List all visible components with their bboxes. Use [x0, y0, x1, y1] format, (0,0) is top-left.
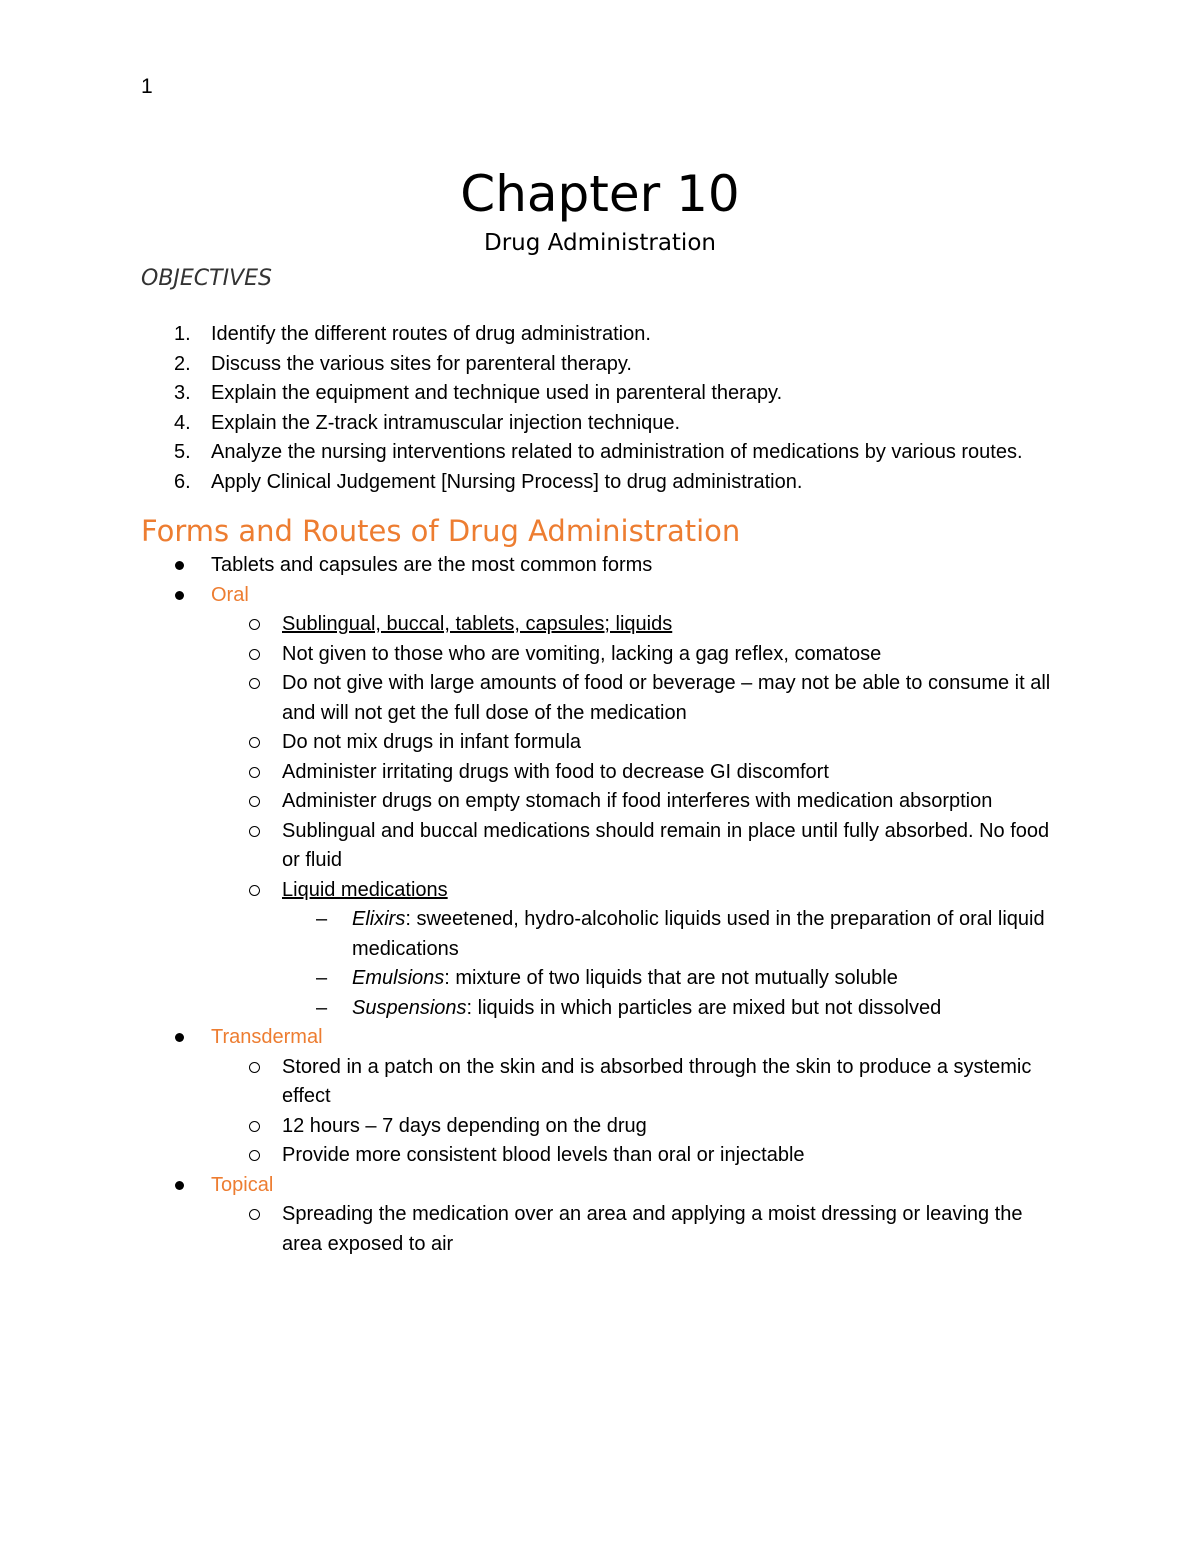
objectives-heading: OBJECTIVES	[141, 266, 273, 291]
circle-bullet-icon	[249, 737, 260, 748]
objective-text: Analyze the nursing interventions related to administration of medications by various routes.	[211, 441, 1023, 463]
list-item-text: Not given to those who are vomiting, lacking a gag reflex, comatose	[282, 642, 882, 665]
list-item	[211, 610, 1061, 640]
chapter-subtitle: Drug Administration	[484, 230, 716, 256]
term: Suspensions	[352, 996, 467, 1019]
objective-number: 4.	[174, 411, 191, 434]
page-number: 1	[141, 75, 153, 98]
route-oral	[141, 581, 1061, 1024]
objectives-list	[141, 320, 1061, 497]
dash-bullet-icon: –	[316, 967, 328, 989]
list-item-text: Sublingual, buccal, tablets, capsules; liquids	[282, 613, 673, 635]
definition: : liquids in which particles are mixed but not dissolved	[466, 996, 942, 1019]
objective-text: Explain the Z-track intramuscular injection technique.	[211, 411, 681, 434]
list-item	[282, 905, 1061, 964]
bullet-icon	[175, 1033, 184, 1042]
dash-bullet-icon: –	[316, 908, 328, 930]
list-item-text: Administer drugs on empty stomach if food interferes with medication absorption	[282, 790, 993, 812]
route-label-topical: Topical	[211, 1173, 274, 1196]
objective-number: 3.	[174, 382, 191, 404]
chapter-title: Chapter 10	[460, 165, 740, 223]
term: Elixirs	[352, 908, 406, 930]
objective-text: Explain the equipment and technique used in parenteral therapy.	[211, 382, 783, 404]
route-topical	[141, 1171, 1061, 1260]
term: Emulsions	[352, 967, 445, 989]
circle-bullet-icon	[249, 649, 260, 660]
objective-item	[141, 350, 1061, 380]
objective-item	[141, 379, 1061, 409]
list-item	[211, 1141, 1061, 1171]
list-item	[211, 758, 1061, 788]
list-item	[211, 876, 1061, 1024]
list-item-text: Do not mix drugs in infant formula	[282, 731, 582, 753]
list-item	[211, 817, 1061, 876]
route-transdermal	[141, 1023, 1061, 1171]
dash-bullet-icon: –	[316, 996, 328, 1019]
circle-bullet-icon	[249, 826, 260, 837]
oral-sublist	[211, 610, 1061, 1023]
topical-sublist	[211, 1200, 1061, 1259]
objective-number: 2.	[174, 352, 191, 375]
objective-number: 5.	[174, 441, 191, 463]
objective-item	[141, 438, 1061, 468]
objective-text: Apply Clinical Judgement [Nursing Process] to drug administration.	[211, 470, 803, 493]
list-item	[211, 787, 1061, 817]
circle-bullet-icon	[249, 1062, 260, 1073]
transdermal-sublist	[211, 1053, 1061, 1171]
definition: : sweetened, hydro-alcoholic liquids used in the preparation of oral liquid medications	[352, 908, 1045, 960]
route-label-transdermal: Transdermal	[211, 1026, 323, 1048]
objective-number: 1.	[174, 323, 191, 345]
list-item	[282, 964, 1061, 994]
liquid-sublist	[282, 905, 1061, 1023]
list-item	[211, 640, 1061, 670]
objective-text: Identify the different routes of drug administration.	[211, 323, 651, 345]
circle-bullet-icon	[249, 885, 260, 896]
document-body	[141, 320, 1061, 1259]
list-item	[282, 994, 1061, 1024]
objective-number: 6.	[174, 470, 191, 493]
circle-bullet-icon	[249, 796, 260, 807]
section-heading: Forms and Routes of Drug Administration	[141, 514, 741, 548]
list-item	[211, 1112, 1061, 1142]
list-item-text: Stored in a patch on the skin and is absorbed through the skin to produce a systemic effect	[282, 1055, 1032, 1107]
circle-bullet-icon	[249, 1209, 260, 1220]
objective-item	[141, 468, 1061, 498]
objective-item	[141, 320, 1061, 350]
objective-item	[141, 409, 1061, 439]
circle-bullet-icon	[249, 1121, 260, 1132]
list-item	[211, 728, 1061, 758]
route-label-oral: Oral	[211, 583, 249, 606]
circle-bullet-icon	[249, 619, 260, 630]
circle-bullet-icon	[249, 678, 260, 689]
liquid-medications-heading: Liquid medications	[282, 878, 448, 901]
bullet-icon	[175, 591, 184, 600]
objective-text: Discuss the various sites for parenteral therapy.	[211, 352, 632, 375]
routes-list	[141, 551, 1061, 1259]
list-item-text: Do not give with large amounts of food or beverage – may not be able to consume it all and will not get the full dose of the medication	[282, 672, 1051, 724]
list-item	[211, 669, 1061, 728]
list-item-text: Sublingual and buccal medications should remain in place until fully absorbed. No food or fluid	[282, 819, 1050, 871]
list-item	[211, 1200, 1061, 1259]
bullet-icon	[175, 561, 184, 570]
circle-bullet-icon	[249, 1150, 260, 1161]
intro-text: Tablets and capsules are the most common forms	[211, 554, 653, 576]
list-item	[141, 551, 1061, 581]
list-item-text: Spreading the medication over an area and applying a moist dressing or leaving the area exposed to air	[282, 1203, 1023, 1255]
list-item-text: 12 hours – 7 days depending on the drug	[282, 1114, 647, 1137]
list-item-text: Administer irritating drugs with food to decrease GI discomfort	[282, 760, 829, 783]
bullet-icon	[175, 1181, 184, 1190]
circle-bullet-icon	[249, 767, 260, 778]
list-item	[211, 1053, 1061, 1112]
list-item-text: Provide more consistent blood levels than oral or injectable	[282, 1144, 805, 1166]
definition: : mixture of two liquids that are not mutually soluble	[444, 967, 898, 989]
